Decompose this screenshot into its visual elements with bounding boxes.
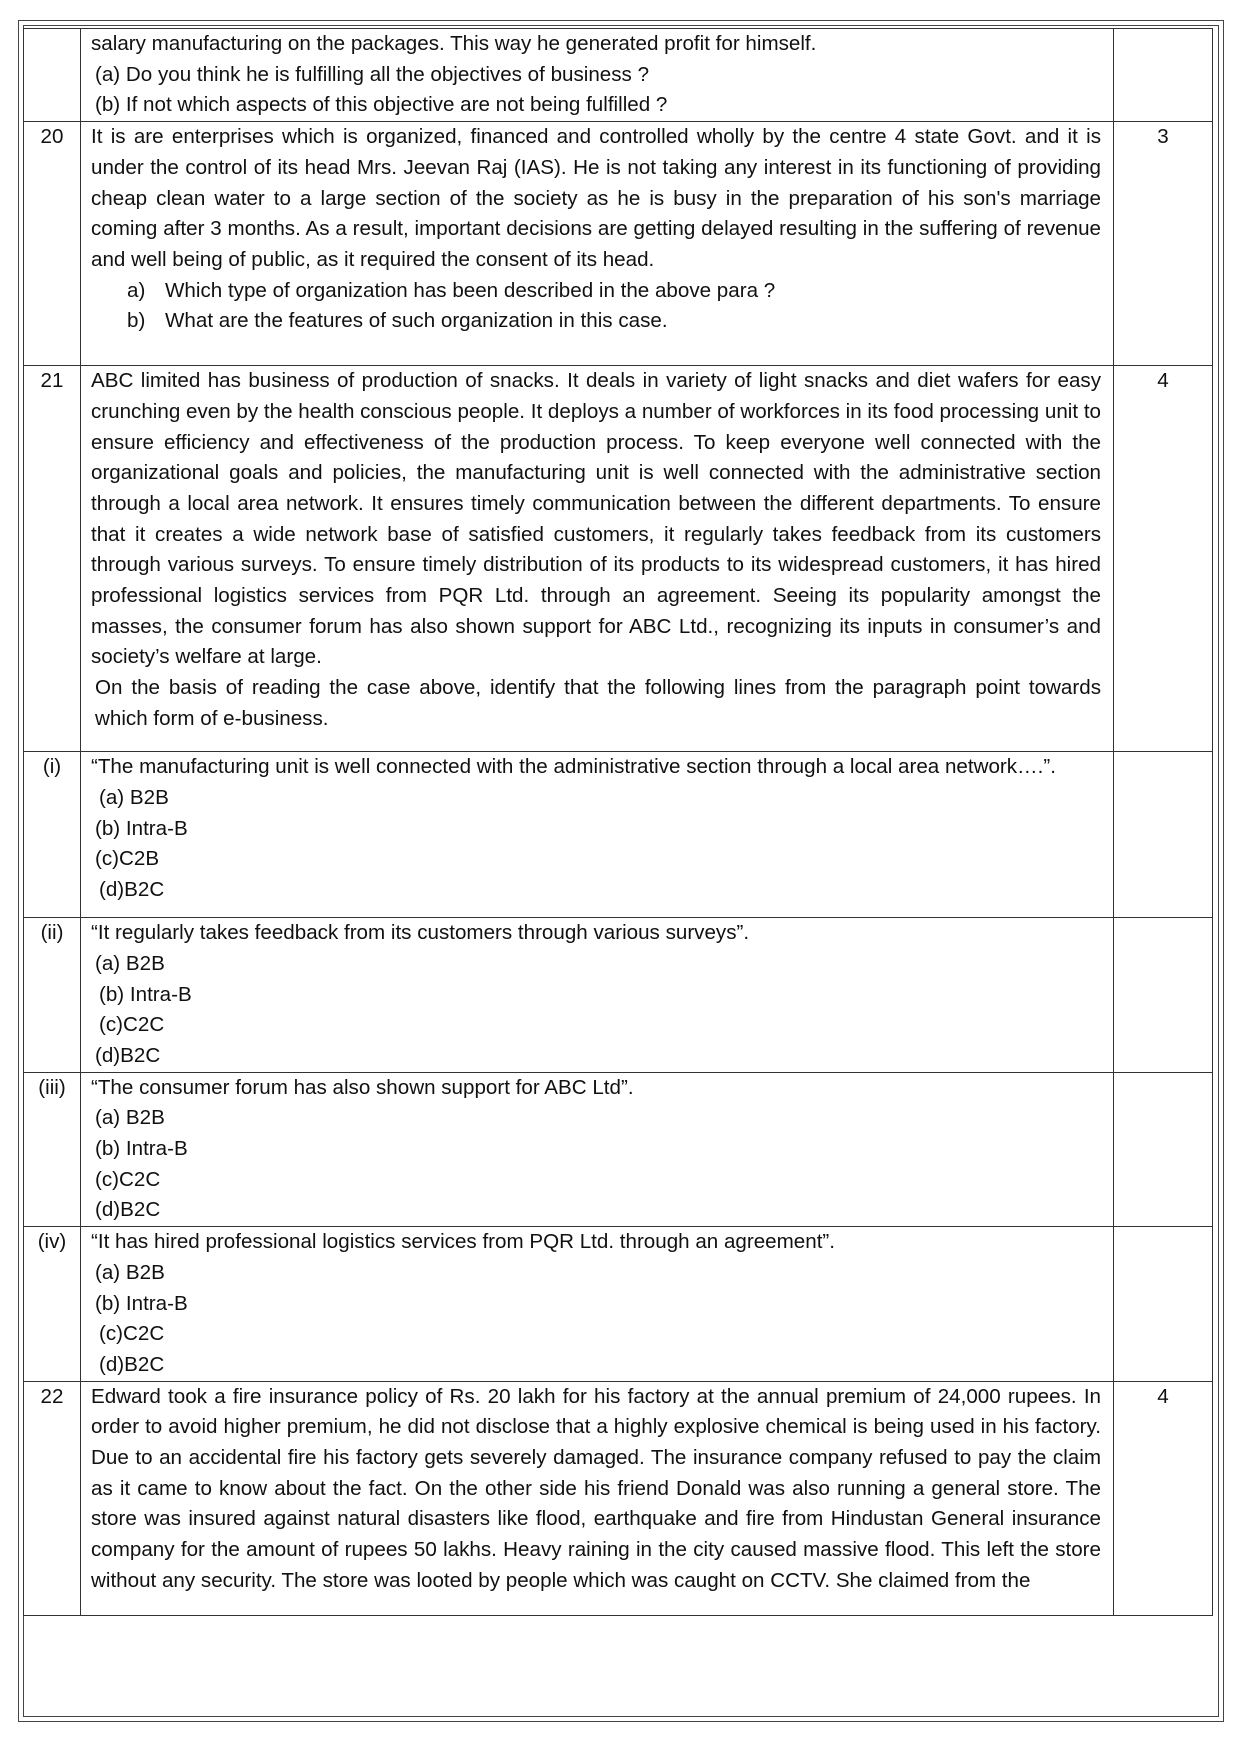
question-content-cell bbox=[81, 752, 1114, 918]
question-content-cell bbox=[81, 122, 1114, 366]
option-b: (b) Intra-B bbox=[95, 1137, 188, 1161]
marks-cell bbox=[1114, 918, 1213, 1073]
marks-value: 4 bbox=[1114, 366, 1213, 752]
question-number: 20 bbox=[24, 122, 81, 366]
marks-cell bbox=[1114, 752, 1213, 918]
option-a: (a) B2B bbox=[95, 951, 165, 975]
option-c: (c)C2C bbox=[95, 1167, 161, 1191]
sub-question-number: (ii) bbox=[24, 918, 81, 1073]
marks-cell bbox=[1114, 1072, 1213, 1227]
table-row bbox=[24, 1072, 1213, 1227]
question-sub-b: (b) If not which aspects of this objective are not being fulfilled ? bbox=[95, 93, 668, 117]
question-text: It is are enterprises which is organized, financed and controlled wholly by the centre 4 state Govt. and it is under the control of its head Mrs. Jeevan Raj (IAS). He is not taking any interest in its functioning of providing cheap clean water to a large section of the society as he is busy in the preparation of his son's marriage coming after 3 months. As a result, important decisions are getting delayed resulting in the suffering of revenue and well being of public, as it required the consent of its head. bbox=[91, 125, 1101, 271]
option-d: (d)B2C bbox=[99, 877, 165, 901]
quote-text: “The manufacturing unit is well connected with the administrative section through a local area network….”. bbox=[91, 755, 1056, 779]
quote-text: “The consumer forum has also shown support for ABC Ltd”. bbox=[91, 1075, 634, 1099]
question-text-clip bbox=[91, 1382, 1101, 1615]
question-instruction: On the basis of reading the case above, identify that the following lines from the paragraph point towards which form of e-business. bbox=[95, 676, 1101, 730]
question-content-cell bbox=[81, 29, 1114, 122]
option-a: (a) B2B bbox=[95, 1106, 165, 1130]
option-a: (a) B2B bbox=[99, 785, 169, 809]
question-content-cell bbox=[81, 1227, 1114, 1382]
quote-text: “It regularly takes feedback from its customers through various surveys”. bbox=[91, 921, 750, 945]
sub-text: What are the features of such organization in this case. bbox=[165, 309, 668, 333]
question-number: 22 bbox=[24, 1381, 81, 1615]
sub-question-number: (i) bbox=[24, 752, 81, 918]
question-sub-b bbox=[91, 306, 1101, 337]
table-row bbox=[24, 918, 1213, 1073]
marks-value: 4 bbox=[1114, 1381, 1213, 1615]
question-text: salary manufacturing on the packages. This way he generated profit for himself. bbox=[91, 32, 817, 55]
quote-text: “It has hired professional logistics services from PQR Ltd. through an agreement”. bbox=[91, 1230, 835, 1254]
sub-question-number: (iii) bbox=[24, 1072, 81, 1227]
table-row bbox=[24, 752, 1213, 918]
option-d: (d)B2C bbox=[95, 1043, 161, 1067]
option-d: (d)B2C bbox=[95, 1198, 161, 1222]
question-table bbox=[23, 28, 1213, 1616]
table-row bbox=[24, 1227, 1213, 1382]
table-row bbox=[24, 1381, 1213, 1615]
question-text: Edward took a fire insurance policy of Rs. 20 lakh for his factory at the annual premium of 24,000 rupees. In order to avoid higher premium, he did not disclose that a highly explosive chemical is being used in his factory. Due to an accidental fire his factory gets severely damaged. The insurance company refused to pay the claim as it came to know about the fact. On the other side his friend Donald was also running a general store. The store was insured against natural disasters like flood, earthquake and fire from Hindustan General insurance company for the amount of rupees 50 lakhs. Heavy raining in the city caused massive flood. This left the store without any security. The store was looted by people which was caught on CCTV. She claimed from the bbox=[91, 1384, 1101, 1592]
question-content-cell bbox=[81, 366, 1114, 752]
question-content-cell bbox=[81, 918, 1114, 1073]
sub-label: a) bbox=[127, 278, 146, 302]
question-sub-a: (a) Do you think he is fulfilling all the objectives of business ? bbox=[95, 62, 650, 86]
question-number: 21 bbox=[24, 366, 81, 752]
option-c: (c)C2C bbox=[99, 1013, 165, 1037]
option-d: (d)B2C bbox=[99, 1352, 165, 1376]
question-number-cell bbox=[24, 29, 81, 122]
option-b: (b) Intra-B bbox=[95, 816, 188, 840]
sub-text: Which type of organization has been described in the above para ? bbox=[165, 278, 776, 302]
option-b: (b) Intra-B bbox=[99, 982, 192, 1006]
question-content-cell bbox=[81, 1072, 1114, 1227]
question-text: ABC limited has business of production of snacks. It deals in variety of light snacks and diet wafers for easy crunching even by the health conscious people. It deploys a number of workforces in its food processing unit to ensure efficiency and effectiveness of the production process. To keep everyone well connected with the organizational goals and policies, the manufacturing unit is well connected with the administrative section through a local area network. It ensures timely communication between the different departments. To ensure that it creates a wide network base of satisfied customers, it regularly takes feedback from its customers through various surveys. To ensure timely distribution of its products to its widespread customers, it has hired professional logistics services from PQR Ltd. through an agreement. Seeing its popularity amongst the masses, the consumer forum has also shown support for ABC Ltd., recognizing its inputs in consumer’s and society’s welfare at large. bbox=[91, 369, 1101, 669]
marks-cell bbox=[1114, 29, 1213, 122]
sub-question-number: (iv) bbox=[24, 1227, 81, 1382]
marks-cell bbox=[1114, 1227, 1213, 1382]
marks-value: 3 bbox=[1114, 122, 1213, 366]
question-content-cell bbox=[81, 1381, 1114, 1615]
table-row bbox=[24, 122, 1213, 366]
table-row bbox=[24, 29, 1213, 122]
option-c: (c)C2C bbox=[99, 1322, 165, 1346]
option-a: (a) B2B bbox=[95, 1260, 165, 1284]
option-b: (b) Intra-B bbox=[95, 1291, 188, 1315]
table-row bbox=[24, 366, 1213, 752]
option-c: (c)C2B bbox=[95, 847, 160, 871]
question-sub-a bbox=[91, 276, 1101, 307]
sub-label: b) bbox=[127, 309, 146, 333]
